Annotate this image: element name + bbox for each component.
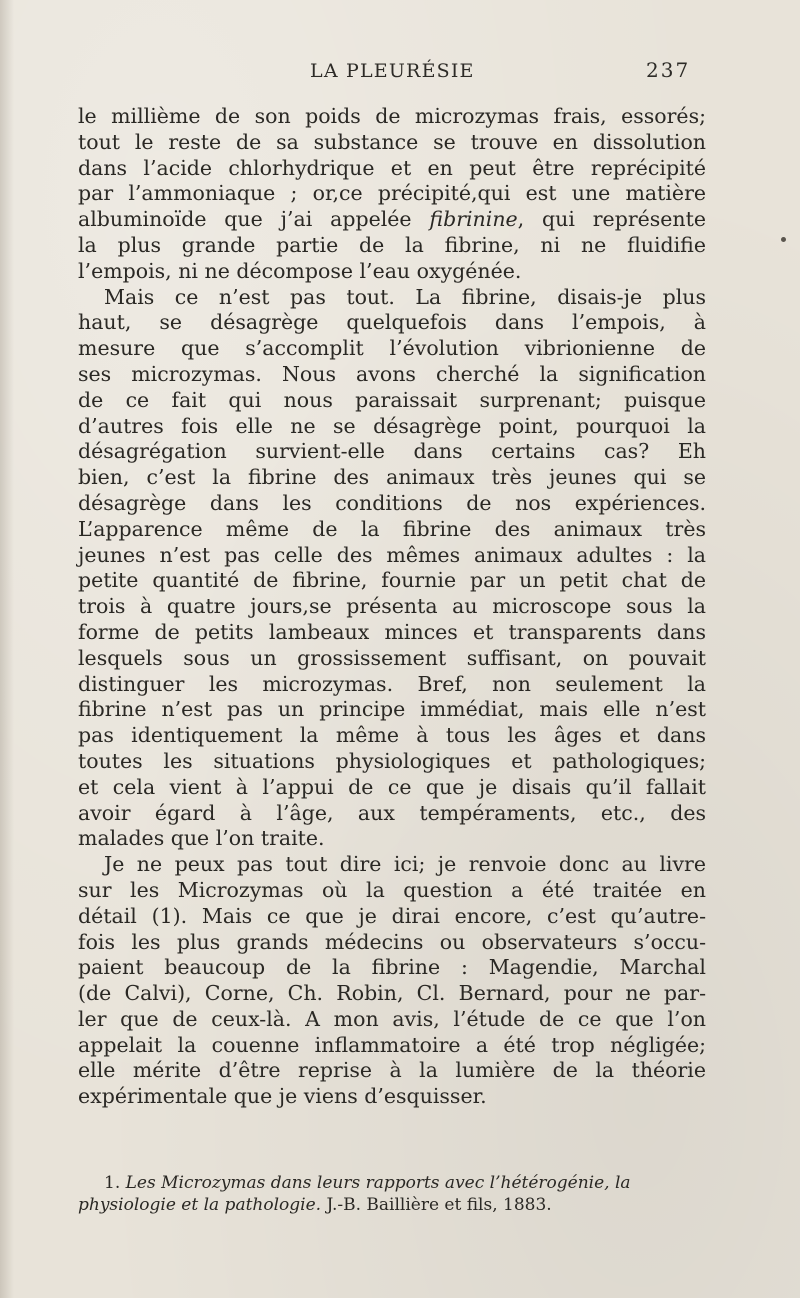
text-line: le millième de son poids de microzymas frais, essorés;: [78, 104, 706, 128]
text-line: forme de petits lambeaux minces et transparents dans: [78, 619, 706, 644]
text-line: la plus grande partie de la fibrine, ni ne fluidifie: [78, 232, 706, 257]
text-line: bien, c’est la fibrine des animaux très jeunes qui se: [78, 465, 706, 490]
text-line: détail (1). Mais ce que je dirai encore, c’est qu’autre-: [78, 903, 706, 928]
term-fibrinine: fibrinine: [429, 207, 518, 232]
body-text: [78, 104, 706, 1110]
text-line: malades que l’on traite.: [78, 826, 325, 851]
text-line: fois les plus grands médecins ou observateurs s’occu-: [78, 929, 706, 954]
text-line: [78, 207, 706, 233]
text-line: désagrège dans les conditions de nos expériences.: [78, 490, 706, 515]
text-line: jeunes n’est pas celle des mêmes animaux adultes : la: [78, 542, 706, 567]
text-line: appelait la couenne inflammatoire a été trop négligée;: [78, 1032, 706, 1057]
page-number: 237: [646, 58, 691, 82]
text-segment: , qui représente: [517, 207, 706, 232]
text-line: distinguer les microzymas. Bref, non seulement la: [78, 671, 706, 696]
text-line: d’autres fois elle ne se désagrège point, pourquoi la: [78, 413, 706, 438]
text-line: mesure que s’accomplit l’évolution vibrionienne de: [78, 336, 706, 361]
text-line: ses microzymas. Nous avons cherché la signification: [78, 361, 706, 386]
text-line: expérimentale que je viens d’esquisser.: [78, 1084, 487, 1109]
footnote-title: Les Microzymas dans leurs rapports avec l’hétérogénie, la: [125, 1173, 631, 1193]
footnote-number: 1.: [104, 1173, 121, 1193]
text-line: paient beaucoup de la fibrine : Magendie, Marchal: [78, 955, 706, 980]
footnote-line: [78, 1194, 706, 1216]
footnote: [78, 1172, 706, 1216]
text-line: fibrine n’est pas un principe immédiat, mais elle n’est: [78, 697, 706, 722]
footnote-line: [78, 1172, 706, 1194]
text-line: (de Calvi), Corne, Ch. Robin, Cl. Bernard, pour ne par-: [78, 981, 706, 1006]
text-segment: albuminoïde que j’ai appelée: [78, 207, 412, 232]
text-line: trois à quatre jours,se présenta au microscope sous la: [78, 594, 706, 619]
footnote-title-cont: physiologie et la pathologie.: [78, 1195, 322, 1215]
text-line: lesquels sous un grossissement suffisant, on pouvait: [78, 645, 706, 670]
text-line: désagrégation survient-elle dans certains cas? Eh: [78, 439, 706, 464]
text-line: petite quantité de fibrine, fournie par un petit chat de: [78, 568, 706, 593]
text-line: ler que de ceux-là. A mon avis, l’étude de ce que l’on: [78, 1006, 706, 1031]
footnote-publisher: J.-B. Baillière et fils, 1883.: [321, 1195, 552, 1215]
text-line: sur les Microzymas où la question a été traitée en: [78, 877, 706, 902]
margin-ink-dot: [781, 237, 786, 242]
page-binding-shadow: [0, 0, 14, 1298]
text-line: pas identiquement la même à tous les âges et dans: [78, 723, 706, 748]
running-title: LA PLEURÉSIE: [310, 60, 475, 82]
text-line: par l’ammoniaque ; or,ce précipité,qui est une matière: [78, 181, 706, 206]
text-line: et cela vient à l’appui de ce que je disais qu’il fallait: [78, 774, 706, 799]
text-line: haut, se désagrège quelquefois dans l’empois, à: [78, 310, 706, 335]
text-line: l’empois, ni ne décompose l’eau oxygénée.: [78, 258, 522, 283]
text-line: toutes les situations physiologiques et pathologiques;: [78, 748, 706, 773]
text-line: de ce fait qui nous paraissait surprenant; puisque: [78, 387, 706, 412]
text-line: avoir égard à l’âge, aux tempéraments, etc., des: [78, 800, 706, 825]
text-line: dans l’acide chlorhydrique et en peut être reprécipité: [78, 155, 706, 180]
paragraph-start-line: Je ne peux pas tout dire ici; je renvoie donc au livre: [104, 852, 706, 877]
paragraph-start-line: Mais ce n’est pas tout. La fibrine, disais-je plus: [104, 284, 706, 309]
text-line: tout le reste de sa substance se trouve en dissolution: [78, 129, 706, 154]
text-line: L’apparence même de la fibrine des animaux très: [78, 516, 706, 541]
text-line: elle mérite d’être reprise à la lumière de la théorie: [78, 1058, 706, 1083]
